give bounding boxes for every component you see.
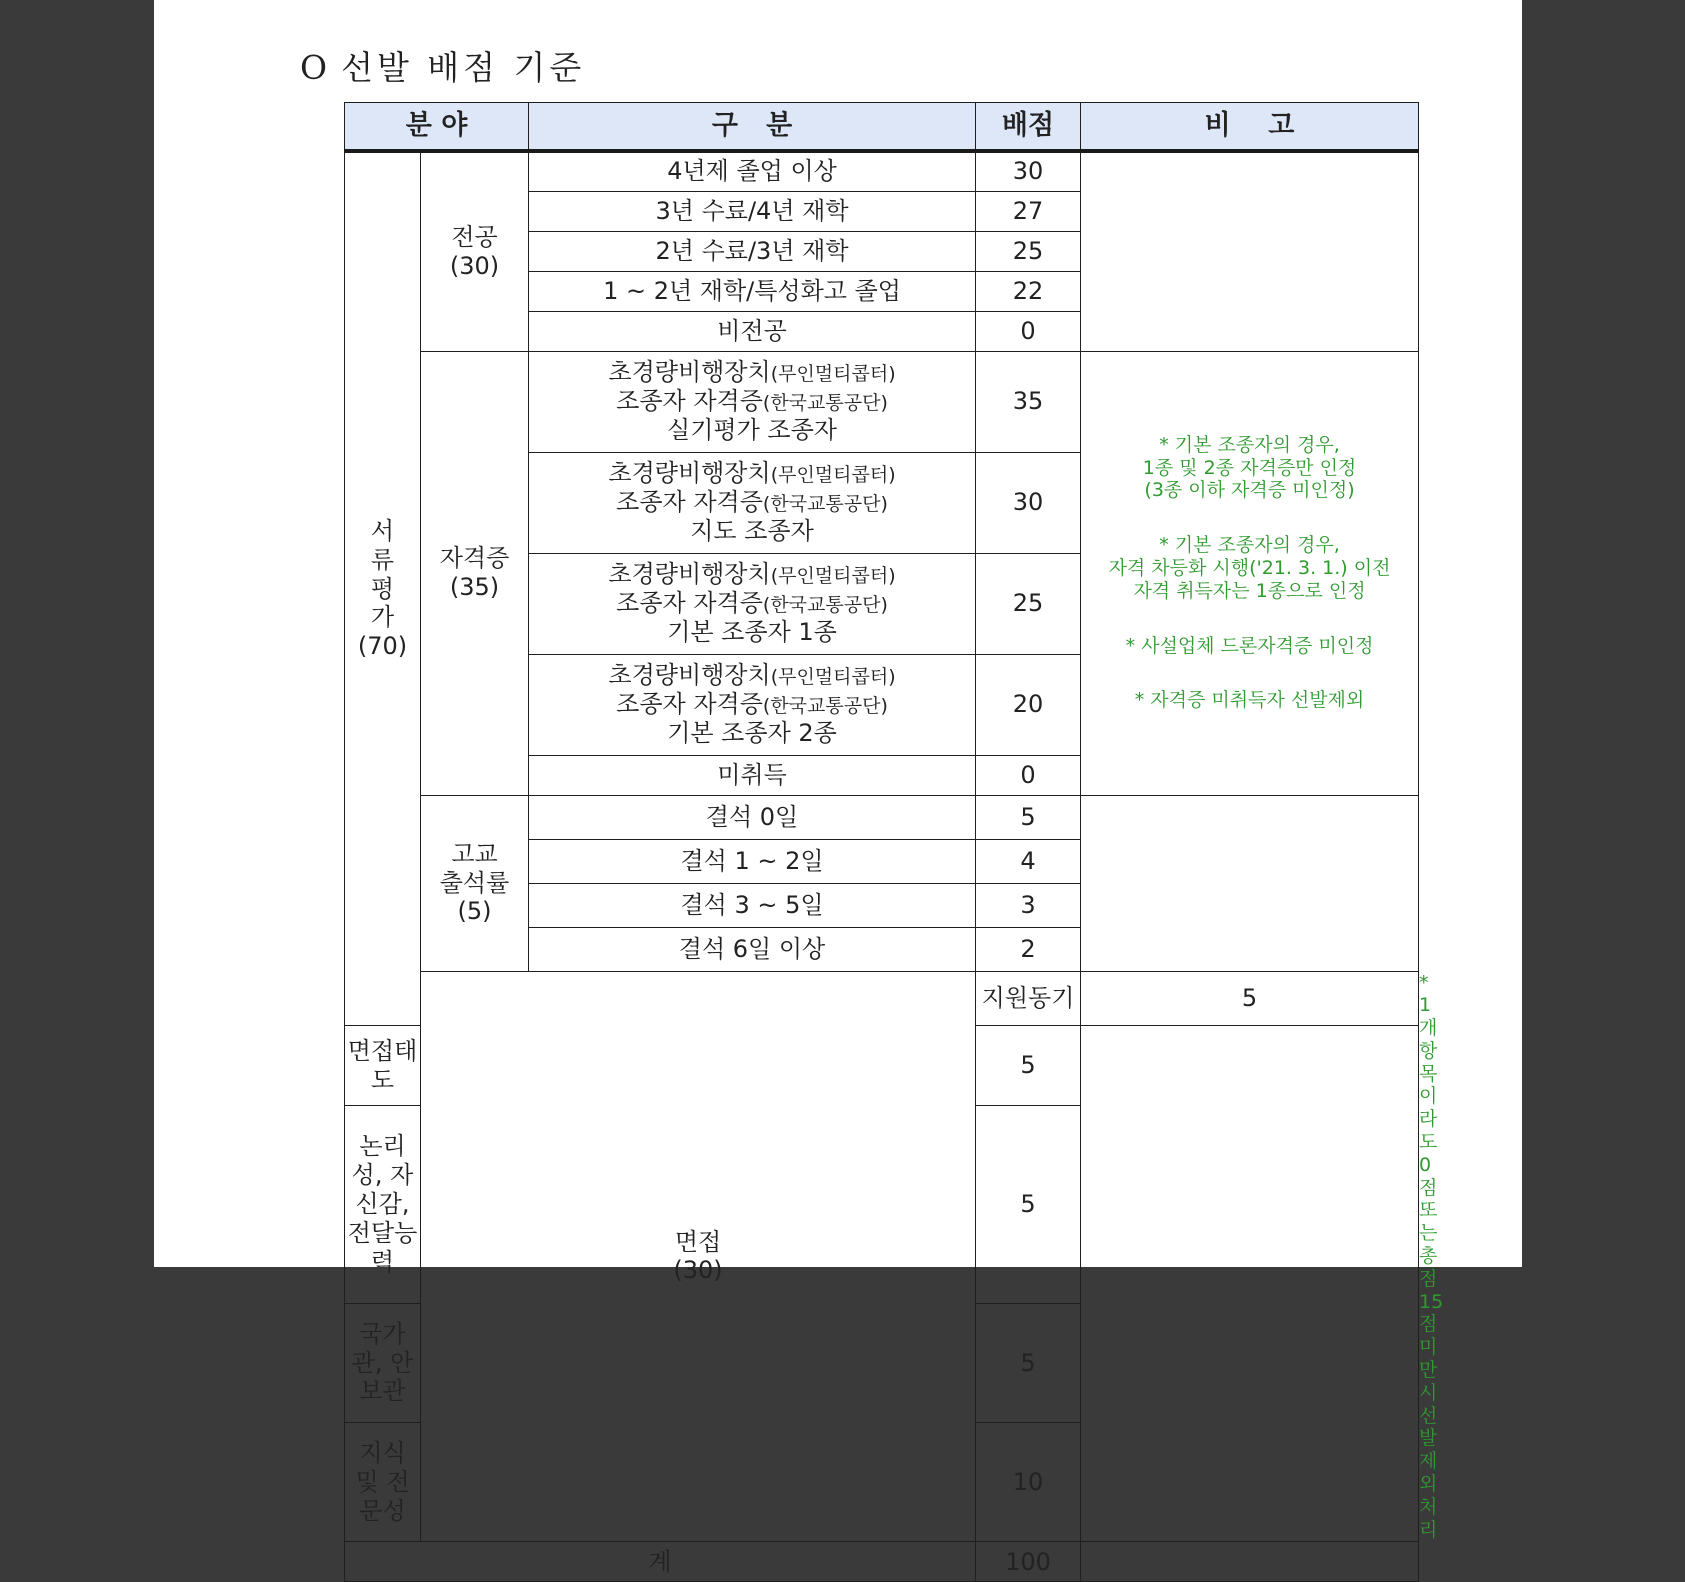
cert-none-score: 0 — [976, 755, 1081, 795]
major-item: 4년제 졸업 이상 — [529, 151, 976, 191]
header-field: 분 야 — [345, 103, 529, 152]
interview-item: 국가관, 안보관 — [345, 1303, 421, 1422]
table-row — [345, 151, 1419, 191]
major-score: 25 — [976, 231, 1081, 271]
major-score: 0 — [976, 311, 1081, 351]
major-item: 3년 수료/4년 재학 — [529, 191, 976, 231]
cert-note-2: * 기본 조종자의 경우, 자격 차등화 시행('21. 3. 1.) 이전 자격 취득자는 1종으로 인정 — [1108, 534, 1391, 602]
attendance-note-blank — [1081, 795, 1419, 971]
total-label: 계 — [345, 1542, 976, 1582]
bullet-circle-icon: O — [300, 48, 332, 87]
major-score: 30 — [976, 151, 1081, 191]
cert-score: 35 — [976, 351, 1081, 452]
cert-note-1: * 기본 조종자의 경우, 1종 및 2종 자격증만 인정 (3종 이하 자격증 미인정) — [1142, 433, 1357, 502]
attendance-label: 고교 출석률 (5) — [421, 795, 529, 971]
cert-notes — [1081, 351, 1419, 795]
cert-none-item: 미취득 — [529, 755, 976, 795]
cert-item: 초경량비행장치(무인멀티콥터) 조종자 자격증(한국교통공단) 기본 조종자 1종 — [529, 553, 976, 654]
section-title: 선발 배점 기준 — [341, 48, 586, 87]
score-table — [344, 102, 1444, 1582]
attendance-score: 5 — [976, 795, 1081, 839]
major-score: 27 — [976, 191, 1081, 231]
cert-item: 초경량비행장치(무인멀티콥터) 조종자 자격증(한국교통공단) 기본 조종자 2종 — [529, 654, 976, 755]
cert-note-4: * 자격증 미취득자 선발제외 — [1134, 689, 1365, 712]
table-row: 면접 (30) 지원동기 5 * 1개 항목이라도 0점 또는 총점 15점 미만시 선발제외 처리 — [345, 971, 1419, 1026]
interview-score: 5 — [976, 1106, 1081, 1304]
interview-item: 면접태도 — [345, 1026, 421, 1106]
major-note-blank — [1081, 151, 1419, 351]
interview-score: 10 — [976, 1423, 1081, 1542]
major-item: 비전공 — [529, 311, 976, 351]
header-category: 구 분 — [529, 103, 976, 152]
cert-score: 25 — [976, 553, 1081, 654]
interview-item: 지식 및 전문성 — [345, 1423, 421, 1542]
total-note-blank — [1081, 1542, 1419, 1582]
attendance-score: 2 — [976, 927, 1081, 971]
cert-note-3: * 사설업체 드론자격증 미인정 — [1125, 634, 1374, 657]
total-row — [345, 1542, 1419, 1582]
attendance-item: 결석 1 ~ 2일 — [529, 839, 976, 883]
paper-eval-label: 서 류 평 가 (70) — [345, 151, 421, 1026]
header-row — [345, 103, 1419, 152]
attendance-item: 결석 6일 이상 — [529, 927, 976, 971]
major-item: 2년 수료/3년 재학 — [529, 231, 976, 271]
cert-item: 초경량비행장치(무인멀티콥터) 조종자 자격증(한국교통공단) 지도 조종자 — [529, 452, 976, 553]
attendance-item: 결석 3 ~ 5일 — [529, 883, 976, 927]
interview-label: 면접 (30) — [421, 971, 976, 1542]
attendance-item: 결석 0일 — [529, 795, 976, 839]
cert-item: 초경량비행장치(무인멀티콥터) 조종자 자격증(한국교통공단) 실기평가 조종자 — [529, 351, 976, 452]
table-row — [345, 795, 1419, 839]
cert-label: 자격증 (35) — [421, 351, 529, 795]
major-item: 1 ~ 2년 재학/특성화고 졸업 — [529, 271, 976, 311]
table-row — [345, 351, 1419, 452]
attendance-score: 4 — [976, 839, 1081, 883]
interview-score: 5 — [976, 1026, 1081, 1106]
document-page — [154, 0, 1522, 1576]
interview-score: 5 — [1081, 971, 1419, 1026]
major-label: 전공 (30) — [421, 151, 529, 351]
cert-score: 30 — [976, 452, 1081, 553]
interview-score: 5 — [976, 1303, 1081, 1422]
interview-item: 논리성, 자신감, 전달능력 — [345, 1106, 421, 1304]
interview-item: 지원동기 — [976, 971, 1081, 1026]
section-heading — [300, 42, 585, 89]
attendance-score: 3 — [976, 883, 1081, 927]
cert-score: 20 — [976, 654, 1081, 755]
header-score: 배점 — [976, 103, 1081, 152]
major-score: 22 — [976, 271, 1081, 311]
header-note: 비 고 — [1081, 103, 1419, 152]
total-score: 100 — [976, 1542, 1081, 1582]
